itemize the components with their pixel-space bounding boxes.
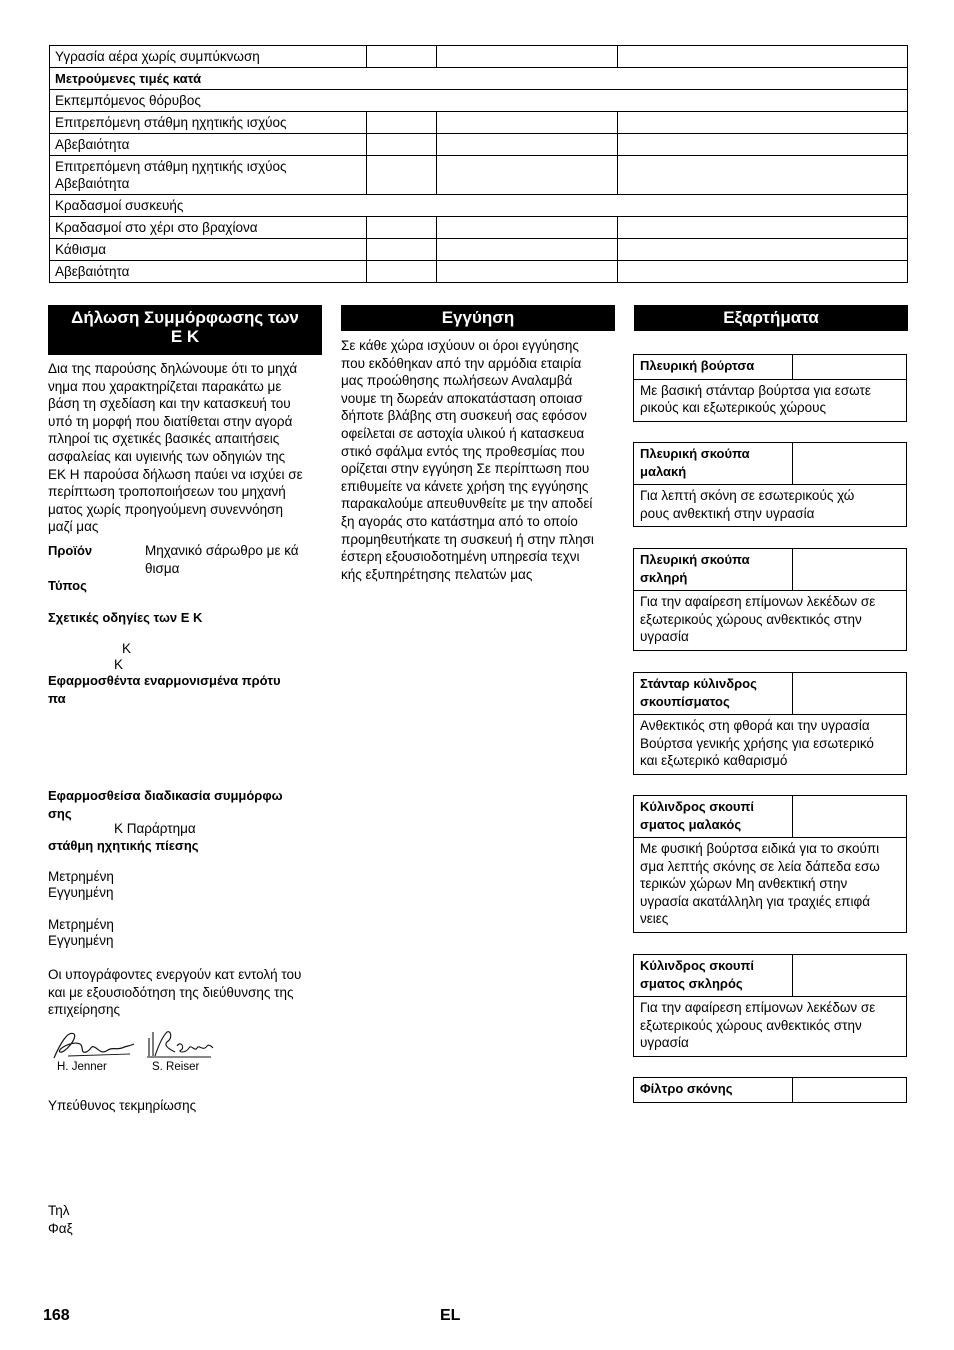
tel-label: Τηλ	[48, 1203, 70, 1218]
spec-label: Υγρασία αέρα χωρίς συμπύκνωση	[50, 46, 367, 68]
table-row	[50, 217, 908, 239]
table-row	[50, 68, 908, 90]
signature-reiser	[145, 1026, 215, 1062]
accessory-description: Με φυσική βούρτσα ειδικά για το σκούπι σμα λεπτής σκόνης σε λεία δάπεδα εσω τερικών χώρων Μη ανθεκτική στην υγρασία ακατάλληλη για τραχιές επιφά νειες	[640, 841, 880, 927]
accessories-heading: Εξαρτήματα	[634, 305, 908, 331]
declaration-intro: Δια της παρούσης δηλώνουμε ότι το μηχά νημα που χαρακτηρίζεται παρακάτω με βάση τη σχεδίαση και την κατασκευή του υπό τη μορφή που διατίθεται στην αγορά πληροί τις σχετικές βασικές απαιτήσεις ασφαλείας και υγιεινής των οδηγιών της ΕΚ Η παρούσα δήλωση παύει να ισχύει σε περίπτωση τροποποιήσεων του μηχανή ματος χωρίς προηγούμενη συνεννόηση μαζί μας	[48, 361, 303, 535]
warranty-text: Σε κάθε χώρα ισχύουν οι όροι εγγύησης που εκδόθηκαν από την αρμόδια εταιρία μας προώθησης πωλήσεων Αναλαμβά νουμε τη δωρεάν αποκατάσταση οποιασ δήποτε βλάβης στη συσκευή σας εφόσον οφείλεται σε αστοχία υλικού ή κατασκευα στικό σφάλμα εντός της προθεσμίας που ορίζεται στην εγγύηση Σε περίπτωση που επιθυμείτε να κάνετε χρήση της εγγύησης παρακαλούμε απευθυνθείτε με την αποδεί ξη αγοράς στο κατάστημα από το οποίο προμηθευτήκατε τη συσκευή ή στην πλησι έστερη εξουσιοδοτημένη υπηρεσία τεχνι κής εξυπηρέτησης πελατών μας	[341, 338, 594, 582]
product-label: Προϊόν	[48, 543, 93, 558]
standards-label: Εφαρμοσθέντα εναρμονισμένα πρότυ πα	[48, 673, 281, 706]
procedure-label: Εφαρμοσθείσα διαδικασία συμμόρφω σης	[48, 788, 283, 821]
accessory-name: Κύλινδρος σκουπί σματος σκληρός	[634, 955, 793, 996]
table-row	[50, 90, 908, 112]
signer-name: S. Reiser	[152, 1061, 200, 1073]
spec-section-heading: Κραδασμοί συσκευής	[50, 195, 908, 217]
declaration-heading: Δήλωση Συμμόρφωσης των Ε Κ	[48, 305, 322, 355]
guaranteed-label: Εγγυημένη	[48, 885, 114, 900]
accessory-name: Πλευρική σκούπα μαλακή	[634, 443, 793, 484]
measured-label: Μετρημένη	[48, 869, 114, 884]
warranty-heading: Εγγύηση	[341, 305, 615, 331]
signatories-text: Οι υπογράφοντες ενεργούν κατ εντολή του και με εξουσιοδότηση της διεύθυνσης της επιχείρησης	[48, 967, 302, 1018]
spec-label: Αβεβαιότητα	[50, 134, 367, 156]
signer-name: H. Jenner	[57, 1061, 107, 1073]
spec-label: Επιτρεπόμενη στάθμη ηχητικής ισχύος Αβεβαιότητα	[50, 156, 367, 195]
spec-label: Αβεβαιότητα	[50, 261, 367, 283]
sound-pressure-label: στάθμη ηχητικής πίεσης	[48, 838, 199, 853]
table-row	[50, 46, 908, 68]
accessory-name: Πλευρική βούρτσα	[634, 355, 793, 379]
accessory-description: Για λεπτή σκόνη σε εσωτερικούς χώ ρους ανθεκτική στην υγρασία	[640, 488, 855, 521]
accessory-name: Στάνταρ κύλινδρος σκουπίσματος	[634, 673, 793, 714]
guaranteed-label: Εγγυημένη	[48, 933, 114, 948]
signature-jenner	[50, 1024, 140, 1062]
accessory-item	[633, 548, 907, 651]
page-number: 168	[43, 1307, 70, 1324]
table-row	[50, 134, 908, 156]
table-row	[50, 156, 908, 195]
accessory-item	[633, 442, 907, 527]
directive-item: Κ	[114, 657, 124, 672]
accessory-item	[633, 354, 907, 422]
accessory-description: Για την αφαίρεση επίμονων λεκέδων σε εξωτερικούς χώρους ανθεκτικός στην υγρασία	[640, 1000, 876, 1051]
spec-label: Κάθισμα	[50, 239, 367, 261]
directive-item: Κ	[122, 641, 132, 656]
type-label: Τύπος	[48, 578, 87, 593]
spec-table	[49, 45, 908, 283]
language-code: EL	[440, 1307, 461, 1324]
accessory-name: Φίλτρο σκόνης	[634, 1078, 793, 1102]
accessory-item	[633, 954, 907, 1057]
accessory-name: Πλευρική σκούπα σκληρή	[634, 549, 793, 590]
accessory-item	[633, 672, 907, 775]
accessory-item	[633, 795, 907, 933]
table-row	[50, 112, 908, 134]
spec-label: Κραδασμοί στο χέρι στο βραχίονα	[50, 217, 367, 239]
fax-label: Φαξ	[48, 1221, 73, 1236]
accessory-description: Για την αφαίρεση επίμονων λεκέδων σε εξωτερικούς χώρους ανθεκτικός στην υγρασία	[640, 594, 876, 645]
spec-section-heading: Μετρούμενες τιμές κατά	[50, 68, 908, 90]
spec-section-heading: Εκπεμπόμενος θόρυβος	[50, 90, 908, 112]
spec-label: Επιτρεπόμενη στάθμη ηχητικής ισχύος	[50, 112, 367, 134]
table-row	[50, 261, 908, 283]
accessory-item	[633, 1077, 907, 1103]
accessory-description: Με βασική στάνταρ βούρτσα για εσωτε ρικούς και εξωτερικούς χώρους	[640, 382, 871, 416]
measured-label: Μετρημένη	[48, 917, 114, 932]
accessory-description: Ανθεκτικός στη φθορά και την υγρασία Βούρτσα γενικής χρήσης για εσωτερικό και εξωτερικό καθαρισμό	[640, 718, 874, 769]
accessory-name: Κύλινδρος σκουπί σματος μαλακός	[634, 796, 793, 837]
table-row	[50, 239, 908, 261]
documentation-responsible: Υπεύθυνος τεκμηρίωσης	[48, 1098, 197, 1113]
directives-label: Σχετικές οδηγίες των Ε Κ	[48, 610, 203, 625]
procedure-value: Κ Παράρτημα	[114, 821, 196, 836]
product-value: Μηχανικό σάρωθρο με κά θισμα	[145, 543, 299, 576]
table-row	[50, 195, 908, 217]
